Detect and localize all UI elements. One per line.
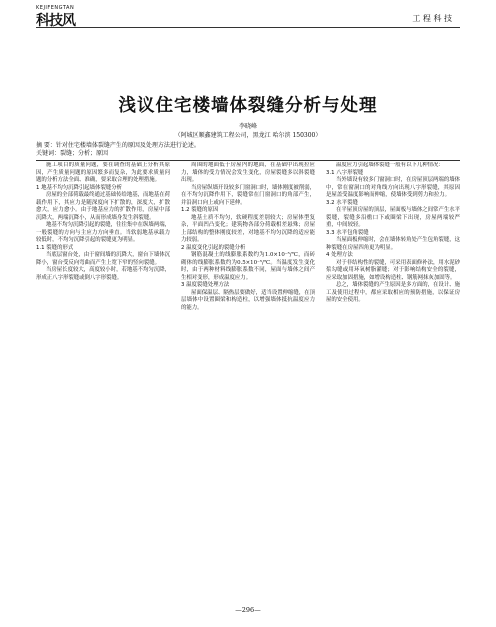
paragraph: 当房屋纵墙开设较多门窗洞口时，墙体刚度被削弱，在不均匀沉降作用下，裂缝常在门窗洞口的角部产生，并沿洞口向上或向下延伸。 bbox=[181, 184, 315, 206]
paragraph: 当外墙设有较多门窗洞口时，在房屋顶层两端的墙体中，常在窗洞口的对角线方向出现八字形裂缝，其原因是屋盖受温度影响而伸缩，使墙体受到剪力和拉力。 bbox=[326, 177, 460, 198]
subsection-heading: 3 温度裂缝处理方法 bbox=[181, 282, 230, 288]
paragraph: 钢筋混凝土的线膨胀系数约为1.0×10⁻⁵/℃，而砖砌体的线膨胀系数约为0.5×10⁻⁵/℃。当温度发生变化时，由于两种材料线膨胀系数不同，屋面与墙体之间产生相对变形，形成温度应力。 bbox=[181, 252, 315, 281]
paragraph: 温度应力引起墙体裂缝一般有以下几种情况： bbox=[336, 162, 444, 168]
section-heading: 1 地基不均匀沉降引起墙体裂缝分析 bbox=[36, 184, 123, 191]
column-1 bbox=[36, 162, 170, 602]
keywords: 关键词：裂缝；分析；原因 bbox=[36, 150, 109, 157]
abstract: 摘 要：针对住宅楼墙体裂缝产生的原因及处理方法进行论述。 bbox=[36, 142, 200, 149]
subsection-heading: 3.3 水平包角裂缝 bbox=[326, 229, 369, 236]
paragraph: 总之，墙体裂缝的产生原因是多方面的，在设计、施工及使用过程中，都应采取相应的预防措施，以保证房屋的安全使用。 bbox=[326, 282, 460, 303]
paragraph: 周围的地面低于房屋内的地面，在基础中出现拉应力，墙体的受力情况会发生变化，房屋裂缝多以斜裂缝出现。 bbox=[181, 162, 315, 183]
paragraph: 屋面保温层、隔热层要做好，适当设置伸缩缝，在顶层墙体中设置圈梁和构造柱，以增强墙体抵抗温度应力的能力。 bbox=[181, 289, 315, 311]
paragraph: 房屋的全部荷载最终通过基础传给地基，而地基在荷载作用下，其应力是随深度向下扩散的，深度大，扩散愈大，应力愈小。由于地基应力的扩散作用，房屋中部沉降大，两端沉降小，从而形成墙身发生斜裂缝。 bbox=[36, 192, 170, 221]
paragraph: 地基土质不均匀，软硬程度差别较大；房屋体型复杂，平面凹凸变化；建筑物各部分荷载相差悬殊；房屋上部结构的整体刚度较差，对地基不均匀沉降的适应能力较弱。 bbox=[181, 214, 315, 243]
section-name: 工 程 科 技 bbox=[412, 14, 452, 23]
paragraph: 当底层窗台处，由于窗间墙的沉降大，窗台下墙体沉降小，窗台受反向弯曲而产生上宽下窄的竖向裂缝。 bbox=[36, 252, 170, 266]
paragraph: 地基不均匀沉降引起的裂缝，往往集中在纵墙两端，一般裂缝的方向与主应力方向垂直。当软弱地基承载力较低时，不均匀沉降引起的裂缝更为明显。 bbox=[36, 222, 170, 243]
abstract-rule bbox=[36, 160, 460, 161]
subsection-heading: 3.1 八字形裂缝 bbox=[326, 169, 364, 176]
header-rule bbox=[36, 27, 460, 28]
section-heading: 4 处理方法 bbox=[326, 252, 353, 258]
paragraph: 当屋面板伸缩时，会在墙体转角处产生包角裂缝，这种裂缝在房屋四角更为明显。 bbox=[326, 237, 460, 251]
journal-logo: 科技风 bbox=[36, 13, 75, 29]
subsection-heading: 1.1 裂缝的形式 bbox=[36, 244, 74, 251]
paragraph: 当房屋长度较大，高度较小时，若地基不均匀沉降，形成正八字形裂缝或倒八字形裂缝。 bbox=[36, 267, 170, 281]
paragraph: 在平屋顶房屋的顶层，屋面板与墙体之间常产生水平裂缝，裂缝多沿檐口下或圈梁下出现，房屋两端较严重，中间较轻。 bbox=[326, 207, 460, 228]
page-number: —296— bbox=[235, 606, 261, 614]
subsection-heading: 1.2 裂缝的原因 bbox=[181, 207, 219, 213]
column-3 bbox=[326, 162, 460, 602]
section-heading: 2 温度变化引起的裂缝分析 bbox=[181, 244, 246, 251]
paragraph: 施工项目的质量问题，要在调查的基础上分析其原因，产生质量问题的原因繁多而复杂，为此要求质量问题的分析方法全面、准确，要采取合理的处理措施。 bbox=[36, 162, 170, 183]
article-title: 浅议住宅楼墙体裂缝分析与处理 bbox=[118, 96, 378, 116]
author: 李晓峰 bbox=[238, 123, 257, 130]
paragraph: 对于非结构性的裂缝，可采用表面修补法，用水泥砂浆勾缝或用环氧树脂灌缝；对于影响结构安全的裂缝，应采取加固措施，如增设构造柱、钢筋网抹灰加固等。 bbox=[326, 259, 460, 281]
affiliation: （阿城区顺鑫建筑工程公司，黑龙江 哈尔滨 150300） bbox=[174, 132, 322, 139]
journal-header bbox=[0, 0, 496, 28]
column-2 bbox=[181, 162, 315, 602]
subsection-heading: 3.2 水平裂缝 bbox=[326, 199, 358, 206]
journal-logo-en: KEJIFENGTAN bbox=[36, 5, 75, 11]
